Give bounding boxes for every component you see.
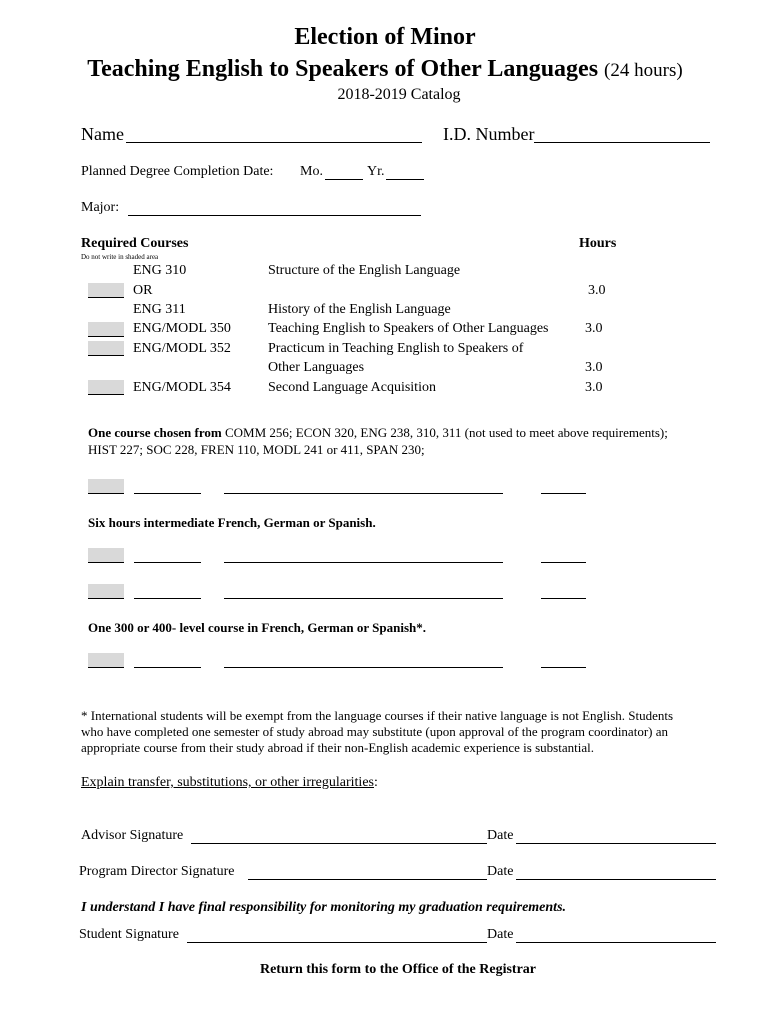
shaded-box [88,283,124,298]
explain-label: Explain transfer, substitutions, or other irregularities: [81,775,378,790]
responsibility-statement: I understand I have final responsibility for monitoring my graduation requirements. [81,900,567,915]
course-title-field[interactable] [224,562,503,563]
director-signature-field[interactable] [248,879,487,880]
advisor-date-label: Date [487,828,514,843]
course-title: Practicum in Teaching English to Speakers of [268,341,524,356]
course-hours: 3.0 [585,380,603,395]
course-title: Other Languages [268,360,365,375]
shaded-box [88,584,124,599]
elective-text-line1 [88,425,668,441]
advisor-signature-label: Advisor Signature [81,828,184,843]
course-hours: 3.0 [585,321,603,336]
course-title-field[interactable] [224,493,503,494]
major-field[interactable] [128,215,421,216]
course-code: ENG 310 [133,263,187,278]
name-field[interactable] [126,142,422,143]
shaded-box [88,380,124,395]
student-date-field[interactable] [516,942,716,943]
student-date-label: Date [487,927,514,942]
month-field[interactable] [325,179,363,180]
hours-field[interactable] [541,562,586,563]
elective-lead: One course chosen from [88,425,222,440]
director-signature-label: Program Director Signature [79,864,235,879]
id-number-field[interactable] [534,142,710,143]
id-label: I.D. Number [443,124,535,144]
course-code: ENG 311 [133,302,186,317]
program-hours: (24 hours) [604,60,683,81]
shaded-box [88,322,124,337]
page-title: Election of Minor [294,24,476,50]
international-note-2: who have completed one semester of study abroad may substitute (upon approval of the program coordinator) an [81,724,668,739]
year-label: Yr. [367,164,385,179]
shaded-box [88,341,124,356]
course-number-field[interactable] [134,667,201,668]
course-title: Structure of the English Language [268,263,461,278]
course-code: OR [133,283,153,298]
course-number-field[interactable] [134,493,201,494]
advisor-date-field[interactable] [516,843,716,844]
explain-text: Explain transfer, substitutions, or other irregularities [81,775,374,790]
catalog-year: 2018-2019 Catalog [337,86,461,103]
elective-list-1: COMM 256; ECON 320, ENG 238, 310, 311 (not used to meet above requirements); [221,425,668,440]
major-label: Major: [81,200,120,215]
course-number-field[interactable] [134,562,201,563]
course-hours: 3.0 [585,360,603,375]
course-code: ENG/MODL 350 [133,321,231,336]
advisor-signature-field[interactable] [191,843,487,844]
shaded-area-note: Do not write in shaded area [81,253,159,261]
shaded-box [88,479,124,494]
hours-field[interactable] [541,667,586,668]
hours-field[interactable] [541,598,586,599]
course-code: ENG/MODL 354 [133,380,231,395]
course-hours: 3.0 [588,283,606,298]
course-code: ENG/MODL 352 [133,341,231,356]
international-note-3: appropriate course from their study abroad if their non-English academic experience is substantial. [81,740,594,755]
elective-list-2: HIST 227; SOC 228, FREN 110, MODL 241 or 411, SPAN 230; [88,442,425,457]
director-date-field[interactable] [516,879,716,880]
course-title-field[interactable] [224,667,503,668]
year-field[interactable] [386,179,424,180]
hours-heading: Hours [579,236,617,251]
required-courses-heading: Required Courses [81,236,189,251]
student-signature-label: Student Signature [79,927,179,942]
director-date-label: Date [487,864,514,879]
course-number-field[interactable] [134,598,201,599]
student-signature-field[interactable] [187,942,487,943]
program-name: Teaching English to Speakers of Other Languages [87,56,599,82]
upper-level-heading: One 300 or 400- level course in French, German or Spanish*. [88,620,426,635]
six-hours-heading: Six hours intermediate French, German or Spanish. [88,515,376,530]
page-subtitle [0,56,770,83]
shaded-box [88,548,124,563]
international-note-1: * International students will be exempt from the language courses if their native language is not English. Students [81,708,674,723]
hours-field[interactable] [541,493,586,494]
name-label: Name [81,124,124,144]
course-title-field[interactable] [224,598,503,599]
course-title: Second Language Acquisition [268,380,436,395]
return-instruction: Return this form to the Office of the Registrar [259,962,537,977]
completion-date-label: Planned Degree Completion Date: [81,164,274,179]
shaded-box [88,653,124,668]
course-title: History of the English Language [268,302,451,317]
course-title: Teaching English to Speakers of Other Languages [268,321,549,336]
month-label: Mo. [300,164,323,179]
